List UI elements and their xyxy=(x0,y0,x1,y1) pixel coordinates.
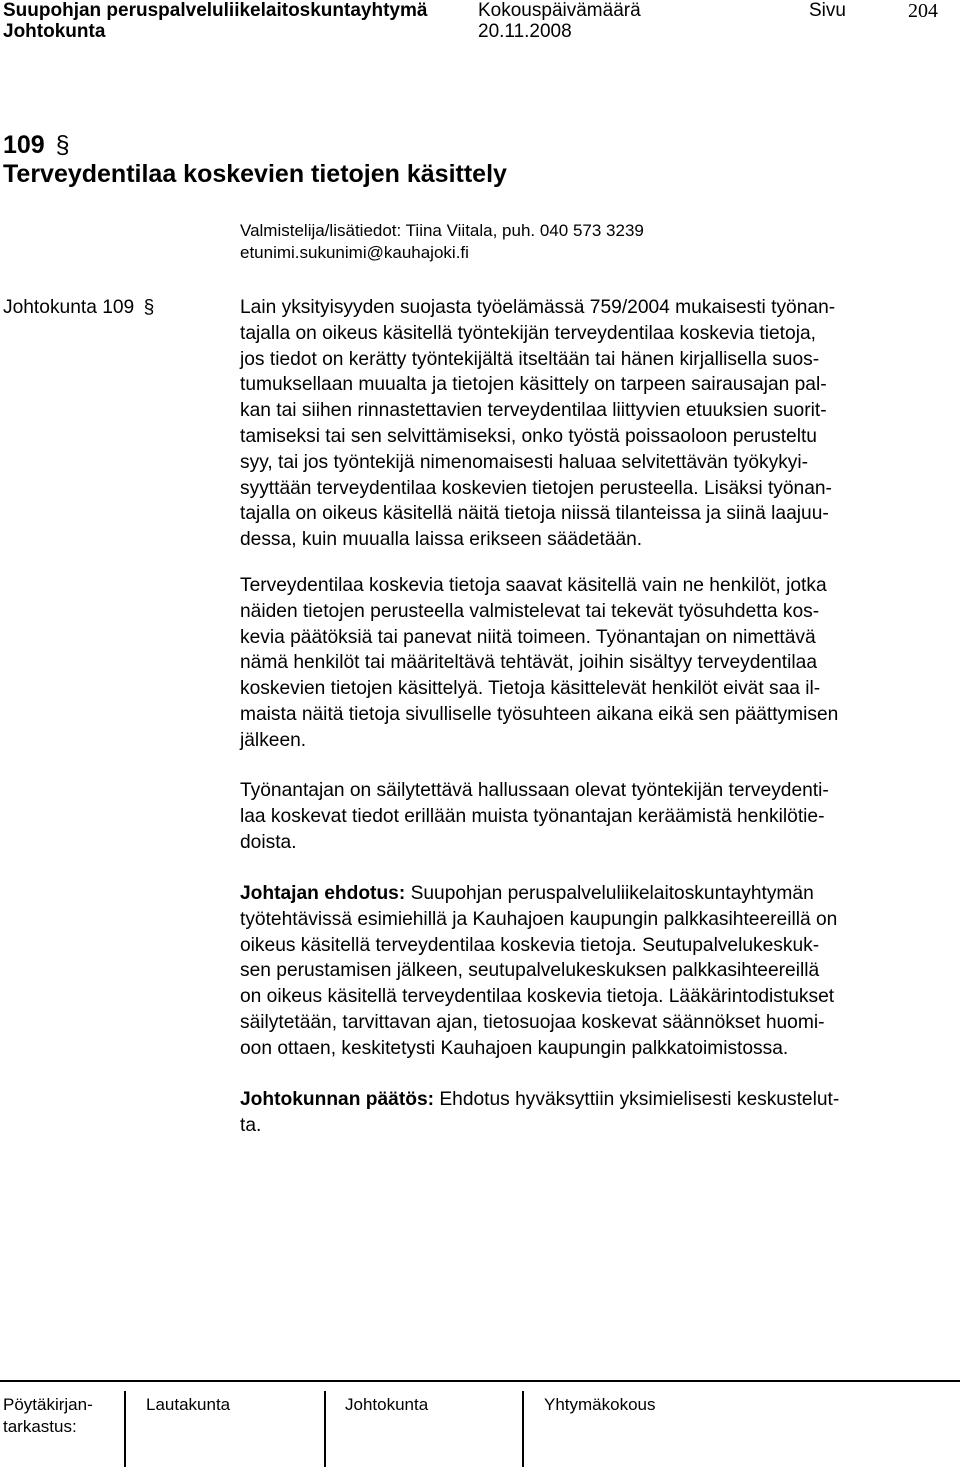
paragraph-line: ta. xyxy=(240,1114,262,1136)
section-title: Terveydentilaa koskevien tietojen käsittely xyxy=(3,160,507,188)
footer-col-board: Lautakunta xyxy=(146,1395,231,1414)
footer-col-committee: Johtokunta xyxy=(345,1395,429,1414)
paragraph-line: nämä henkilöt tai määriteltävä tehtävät, joihin sisältyy terveydentilaa xyxy=(240,652,817,674)
footer-signature-divider xyxy=(324,1391,326,1467)
item-reference-sign: § xyxy=(143,297,155,318)
paragraph-line: kan tai siihen rinnastettavien terveydentilaa liittyvien etuuksien suorit- xyxy=(240,400,827,422)
paragraph-line: syy, tai jos työntekijä nimenomaisesti haluaa selvitettävän työkykyi- xyxy=(240,451,809,473)
paragraph-line: tamiseksi tai sen selvittämiseksi, onko työstä poissaoloon perusteltu xyxy=(240,425,817,447)
footer-check-label-2: tarkastus: xyxy=(3,1417,77,1436)
paragraph-line: kevia päätöksiä tai panevat niitä toimeen. Työnantajan on nimettävä xyxy=(240,626,816,648)
footer-signature-divider xyxy=(124,1391,126,1467)
proposal-first-text: Suupohjan peruspalveluliikelaitoskuntayhtymän xyxy=(405,883,814,904)
paragraph-line: tumuksellaan muualta ja tietojen käsittely on tarpeen sairausajan pal- xyxy=(240,374,827,396)
paragraph-line: jos tiedot on kerätty työntekijältä itseltään tai hänen kirjallisella suos- xyxy=(240,348,820,370)
paragraph-line: Työnantajan on säilytettävä hallussaan olevat työntekijän terveydenti- xyxy=(240,780,829,801)
preparer-line-1: Valmistelija/lisätiedot: Tiina Viitala, puh. 040 573 3239 xyxy=(240,221,644,240)
paragraph-line: tajalla on oikeus käsitellä näitä tietoja niissä tilanteissa ja siinä laajuu- xyxy=(240,503,829,525)
paragraph-2 xyxy=(240,573,945,754)
preparer-email: etunimi.sukunimi@kauhajoki.fi xyxy=(240,243,469,262)
paragraph-line: koskevien tietojen käsittelyä. Tietoja käsittelevät henkilöt eivät saa il- xyxy=(240,678,821,700)
paragraph-3 xyxy=(240,778,945,855)
header-date-value: 20.11.2008 xyxy=(478,21,572,42)
proposal-label: Johtajan ehdotus: xyxy=(240,883,406,904)
decision-first-text: Ehdotus hyväksyttiin yksimielisesti keskustelut- xyxy=(434,1089,840,1110)
header-organization: Suupohjan peruspalveluliikelaitoskuntayhtymä xyxy=(3,0,428,21)
paragraph-line: työtehtävissä esimiehillä ja Kauhajoen kaupungin palkkasihteereillä on xyxy=(240,908,838,930)
section-number: 109 xyxy=(3,131,45,159)
section-sign: § xyxy=(55,131,70,159)
paragraph-line: sen perustamisen jälkeen, seutupalvelukeskuksen palkkasihteereillä xyxy=(240,960,820,982)
item-reference-label: Johtokunta 109 xyxy=(3,297,135,318)
paragraph-line: näiden tietojen perusteella valmistelevat tai tekevät työsuhdetta kos- xyxy=(240,600,820,622)
section-heading-number xyxy=(3,131,70,160)
paragraph-line: on oikeus käsitellä terveydentilaa koskevia tietoja. Lääkärintodistukset xyxy=(240,986,835,1008)
paragraph-line: oon ottaen, keskitetysti Kauhajoen kaupungin palkkatoimistossa. xyxy=(240,1037,789,1059)
header-page-label: Sivu xyxy=(809,0,846,21)
item-reference xyxy=(3,295,154,321)
proposal-first-line xyxy=(240,881,945,907)
paragraph-line: syyttään terveydentilaa koskevien tietojen perusteella. Lisäksi työnan- xyxy=(240,477,832,499)
paragraph-line: Lain yksityisyyden suojasta työelämässä 759/2004 mukaisesti työnan- xyxy=(240,297,836,318)
paragraph-line: dessa, kuin muualla laissa erikseen säädetään. xyxy=(240,529,643,551)
decision-first-line xyxy=(240,1087,945,1113)
paragraph-line: säilytetään, tarvittavan ajan, tietosuojaa koskevat säännökset huomi- xyxy=(240,1011,825,1033)
paragraph-line: laa koskevat tiedot erillään muista työnantajan keräämistä henkilötie- xyxy=(240,805,825,827)
paragraph-line: Terveydentilaa koskevia tietoja saavat käsitellä vain ne henkilöt, jotka xyxy=(240,575,827,596)
header-body-name: Johtokunta xyxy=(3,21,106,42)
paragraph-1 xyxy=(240,295,945,553)
paragraph-line: jälkeen. xyxy=(240,729,307,751)
proposal-paragraph xyxy=(240,881,945,1062)
footer-signature-divider xyxy=(522,1391,524,1467)
paragraph-line: oikeus käsitellä terveydentilaa koskevia tietoja. Seutupalvelukeskuk- xyxy=(240,934,820,956)
paragraph-line: doista. xyxy=(240,831,297,853)
paragraph-line: maista näitä tietoja sivulliselle työsuhteen aikana eikä sen päättymisen xyxy=(240,703,839,725)
decision-paragraph xyxy=(240,1087,945,1139)
header-date-label: Kokouspäivämäärä xyxy=(478,0,641,21)
footer-col-assembly: Yhtymäkokous xyxy=(544,1395,656,1414)
paragraph-line: tajalla on oikeus käsitellä työntekijän terveydentilaa koskevia tietoja, xyxy=(240,322,816,344)
header-page-number: 204 xyxy=(908,0,938,22)
footer-rule xyxy=(0,1380,960,1382)
decision-label: Johtokunnan päätös: xyxy=(240,1089,435,1110)
footer-check-label-1: Pöytäkirjan- xyxy=(3,1395,93,1414)
